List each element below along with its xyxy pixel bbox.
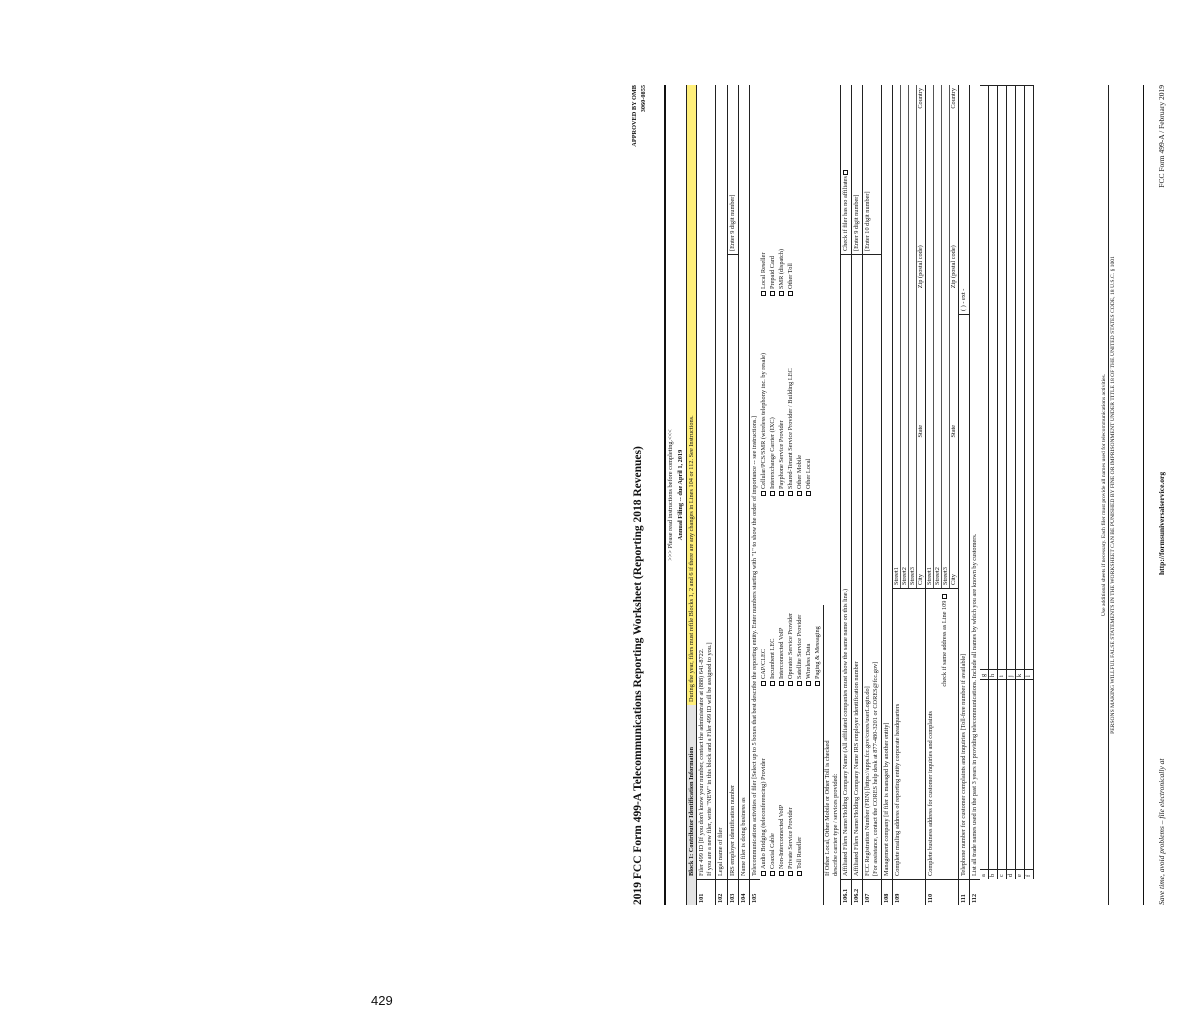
checkbox-icon [788, 681, 793, 686]
trade-name-field[interactable] [1025, 679, 1034, 869]
activity-label: Interconnected VoIP [778, 627, 785, 679]
hq-address-fields[interactable] [893, 85, 925, 589]
activity-empty [796, 96, 805, 296]
line-109 [893, 85, 926, 905]
line-111[interactable] [959, 85, 970, 905]
checkbox-icon [770, 491, 775, 496]
trade-name-letter: j [1007, 669, 1016, 679]
omb-number: 3060-0855 [640, 85, 647, 113]
activity-checkbox[interactable] [769, 686, 778, 876]
frn-field[interactable]: [Enter 10 digit number] [863, 85, 881, 255]
activity-checkbox[interactable] [796, 686, 805, 876]
line-number: 109 [893, 879, 925, 905]
country-field[interactable]: Country [950, 88, 957, 109]
no-affiliates-checkbox[interactable] [841, 85, 851, 255]
trade-name-field[interactable] [1007, 85, 1016, 669]
trade-name-letter: b [989, 869, 998, 879]
trade-name-letter: h [989, 669, 998, 679]
line-101[interactable] [697, 85, 716, 905]
management-company-field[interactable]: Management company [if filer is managed by another entity] [883, 722, 890, 876]
activity-checkbox[interactable] [760, 686, 769, 876]
city-field[interactable]: City [917, 574, 924, 585]
filer-id-field[interactable] [697, 85, 715, 879]
efile-link[interactable]: http://formsuniversalservice.org [1157, 471, 1166, 575]
complaint-phone-label: Telephone number for customer complaints and inquiries [Toll-free number if available] [960, 653, 967, 876]
activity-label: CAP/CLEC [760, 648, 767, 679]
activity-label: Shared-Tenant Service Provider / Building LEC [787, 368, 794, 489]
line-number: 106.2 [852, 879, 862, 905]
trade-name-field[interactable] [980, 85, 989, 669]
activity-empty [805, 686, 814, 876]
trade-name-letter: g [980, 669, 989, 679]
block1-table [664, 85, 1144, 905]
trade-name-field[interactable] [980, 679, 989, 869]
trade-name-letter: i [998, 669, 1007, 679]
activity-label: Wireless Data [805, 643, 812, 679]
trade-name-field[interactable] [1007, 679, 1016, 869]
checkbox-icon [788, 491, 793, 496]
city-state-row[interactable] [950, 85, 958, 588]
checkbox-icon [770, 291, 775, 296]
rotated-form-page [630, 85, 1185, 905]
trade-name-letter: l [1025, 669, 1034, 679]
line-number: 101 [697, 879, 715, 905]
checkbox-icon [761, 291, 766, 296]
filing-note: Annual Filing -- due April 1, 2019 [677, 449, 684, 541]
country-field[interactable]: Country [917, 88, 924, 109]
activity-label: Toll Reseller [796, 836, 803, 869]
activity-checkbox[interactable] [814, 496, 823, 686]
activity-checkbox[interactable] [769, 296, 778, 496]
activities-label: Telecommunications activities of filer [Select up to 5 boxes that best describe the reporting entity. Enter numbers starting with "1" to show the order of importance -- see instructions.] [751, 416, 758, 876]
activity-label: Coaxial Cable [769, 833, 776, 869]
activity-label: Prepaid Card [769, 255, 776, 289]
additional-sheets-note: Use additional sheets if necessary. Each filer must provide all names used for telecommunications activities. [1101, 373, 1107, 617]
activity-checkbox[interactable] [805, 296, 814, 496]
checkbox-icon [779, 491, 784, 496]
line-101-text2: If you are a new filer, write "NEW" in this block and a Filer 499 ID will be assigned to you.] [706, 642, 713, 876]
activity-empty [814, 96, 823, 296]
activity-checkbox[interactable] [760, 496, 769, 686]
activity-checkbox[interactable] [778, 296, 787, 496]
activity-label: Operator Service Provider [787, 612, 794, 679]
street1-field[interactable]: Street1 [893, 85, 901, 588]
line-102[interactable] [716, 85, 728, 905]
trade-name-letter: e [1016, 869, 1025, 879]
customer-address-label [926, 589, 958, 879]
activity-label: Satellite Service Provider [796, 614, 803, 679]
checkbox-icon [815, 681, 820, 686]
zip-field[interactable]: Zip (postal code) [917, 245, 924, 289]
trade-names-grid[interactable] [980, 85, 1034, 879]
trade-name-field[interactable] [1016, 679, 1025, 869]
block1-header [687, 85, 697, 905]
checkbox-icon [843, 170, 848, 175]
line-number: 102 [716, 879, 727, 905]
trade-name-letter: c [998, 869, 1007, 879]
line-number: 105 [750, 879, 760, 905]
affiliate-ein-field[interactable]: [Enter 9 digit number] [852, 85, 862, 255]
state-field[interactable]: State [917, 424, 924, 438]
trade-name-letter: a [980, 869, 989, 879]
no-affiliates-label: Check if filer has no affiliates [842, 176, 849, 251]
line-106-2[interactable] [852, 85, 863, 905]
line-number: 103 [728, 879, 738, 905]
line-110-text: Complete business address for customer inquiries and complaints [927, 711, 934, 876]
activity-label: Other Mobile [796, 454, 803, 489]
legal-name-field[interactable]: Legal name of filer [717, 827, 724, 876]
frn-help: [For assistance, contact the CORES help desk at 877-480-3201 or CORES@fcc.gov] [872, 661, 879, 876]
activity-label: Other Local [805, 458, 812, 489]
line-number: 112 [970, 879, 980, 905]
trade-name-field[interactable] [989, 85, 998, 669]
activity-checkbox[interactable] [778, 496, 787, 686]
activity-label: Payphone Service Provider [778, 420, 785, 489]
street2-field[interactable]: Street2 [934, 85, 942, 588]
line-110 [926, 85, 959, 905]
activity-checkbox[interactable] [778, 96, 787, 296]
activity-label: Local Reseller [760, 252, 767, 289]
form-header [630, 85, 664, 905]
affiliate-ein-label: Affiliated Filers Name/Holding Company Name IRS employer identification number [853, 661, 860, 876]
checkbox-icon [761, 681, 766, 686]
line-108[interactable] [882, 85, 893, 905]
line-107[interactable] [863, 85, 882, 905]
omb-approval [630, 85, 648, 147]
activity-checkbox[interactable] [796, 296, 805, 496]
line-112 [970, 85, 1034, 905]
activities-checkbox-grid [760, 85, 823, 905]
activity-label: Cellular/PCS/SMR (wireless telephony inc. by resale) [760, 352, 767, 489]
checkbox-icon [770, 871, 775, 876]
activity-checkbox[interactable] [787, 296, 796, 496]
trade-name-field[interactable] [998, 679, 1007, 869]
trade-name-field[interactable] [1025, 85, 1034, 669]
form-footer [1100, 85, 1117, 905]
line-number: 107 [863, 879, 881, 905]
state-field[interactable]: State [950, 424, 957, 438]
same-address-checkbox[interactable] [941, 592, 949, 876]
form-title: 2019 FCC Form 499-A Telecommunications Reporting Worksheet (Reporting 2018 Revenues) [632, 446, 644, 905]
efile-note: Save time, avoid problems – file electronically at [1157, 758, 1166, 905]
frn-label [863, 255, 881, 879]
checkbox-icon [779, 291, 784, 296]
trade-name-field[interactable] [1016, 85, 1025, 669]
activity-empty [814, 686, 823, 876]
activity-checkbox[interactable] [805, 496, 814, 686]
activity-label: SMR (dispatch) [778, 248, 785, 289]
activity-checkbox[interactable] [778, 686, 787, 876]
line-number: 104 [739, 879, 749, 905]
checkbox-icon [797, 681, 802, 686]
line-number: 106.1 [841, 879, 851, 905]
other-type-label: If Other Local, Other Mobile or Other Toll is checked [824, 740, 831, 876]
activity-empty [805, 96, 814, 296]
customer-address-fields[interactable] [926, 85, 958, 589]
line-number: 111 [959, 879, 969, 905]
line-103[interactable] [728, 85, 739, 905]
trade-name-letter: k [1016, 669, 1025, 679]
line-105 [750, 85, 841, 905]
checkbox-icon [761, 491, 766, 496]
same-address-label: check if same address as Line 109 [941, 600, 948, 687]
activity-label: Other Toll [787, 263, 794, 289]
street3-field[interactable]: Street3 [909, 85, 917, 588]
trade-name-field[interactable] [998, 85, 1007, 669]
trade-name-letter: d [1007, 869, 1016, 879]
activity-label: Interexchange Carrier (IXC) [769, 417, 776, 489]
checkbox-icon [770, 681, 775, 686]
line-101-text: Filer 499 ID [If you don't know your number, contact the administrator at (888) 641-8722. [698, 648, 705, 876]
checkbox-icon [797, 871, 802, 876]
trade-name-field[interactable] [989, 679, 998, 869]
block1-banner: During the year, filers must refile Blocks 1, 2 and 6 if there are any changes in Lines 104 or 112. See Instructions. [687, 85, 696, 705]
activity-checkbox[interactable] [769, 496, 778, 686]
other-type-label2: describe carrier type / services provided: [832, 773, 839, 876]
street3-field[interactable]: Street3 [942, 85, 950, 588]
form-version: FCC Form 499-A / February 2019 [1157, 85, 1166, 188]
omb-line1: APPROVED BY OMB [631, 85, 638, 147]
line-104[interactable] [739, 85, 750, 905]
checkbox-icon [761, 871, 766, 876]
hq-address-label: Complete mailing address of reporting entity corporate headquarters [894, 703, 901, 876]
ein-label: IRS employer identification number [729, 784, 736, 876]
street2-field[interactable]: Street2 [901, 85, 909, 588]
activity-checkbox[interactable] [787, 96, 796, 296]
dba-name-field[interactable]: Name filer is doing business as [740, 797, 747, 876]
checkbox-icon [788, 291, 793, 296]
zip-field[interactable]: Zip (postal code) [950, 245, 957, 289]
affiliate-name-field[interactable]: Affiliated Filers Name/Holding Company Name (All affiliated companies must show the same name on this line.) [842, 588, 849, 876]
checkbox-icon [788, 871, 793, 876]
checkbox-icon [779, 681, 784, 686]
line-number: 110 [926, 879, 958, 905]
block1-title: Block 1: Contributor Identification Information [687, 705, 696, 905]
trade-names-label: List all trade names used in the past 3 years in providing telecommunications. Include all names by which you are known by customers. [971, 533, 978, 876]
activity-checkbox[interactable] [760, 96, 769, 296]
line-number: 108 [882, 879, 892, 905]
checkbox-icon [797, 491, 802, 496]
page-number: 429 [371, 993, 393, 1008]
instructions-note: >>> Please read instructions before completing.<<< [667, 429, 674, 561]
activity-label: Audio Bridging (teleconferencing) Provider [760, 758, 767, 869]
checkbox-icon [942, 594, 947, 599]
checkbox-icon [779, 871, 784, 876]
penalty-statement: PERSONS MAKING WILLFUL FALSE STATEMENTS IN THE WORKSHEET CAN BE PUNISHED BY FINE OR IMPRISONMENT UNDER TITLE 18 OF THE UNITED STATES CODE, 18 U.S.C. § 1001 [1108, 85, 1117, 905]
activity-checkbox[interactable] [787, 496, 796, 686]
street1-field[interactable]: Street1 [926, 85, 934, 588]
frn-text: FCC Registration Number (FRN) [https://apps.fcc.gov/cores/userLogin.do] [864, 686, 871, 876]
activity-checkbox[interactable] [796, 496, 805, 686]
city-state-row[interactable] [917, 85, 925, 588]
activity-label: Paging & Messaging [814, 626, 821, 679]
activity-checkbox[interactable] [769, 96, 778, 296]
activity-label: Non-Interconnected VoIP [778, 804, 785, 869]
checkbox-icon [806, 491, 811, 496]
line-106-1[interactable] [841, 85, 852, 905]
trade-name-letter: f [1025, 869, 1034, 879]
activity-label: Private Service Provider [787, 807, 794, 869]
complaint-phone-field[interactable]: ( ) - ext - [959, 85, 969, 315]
checkbox-icon [806, 681, 811, 686]
activity-empty [814, 296, 823, 496]
activity-checkbox[interactable] [787, 686, 796, 876]
activity-label: Incumbent LEC [769, 638, 776, 679]
city-field[interactable]: City [950, 574, 957, 585]
activity-checkbox[interactable] [760, 296, 769, 496]
ein-field[interactable]: [Enter 9 digit number] [728, 85, 738, 255]
